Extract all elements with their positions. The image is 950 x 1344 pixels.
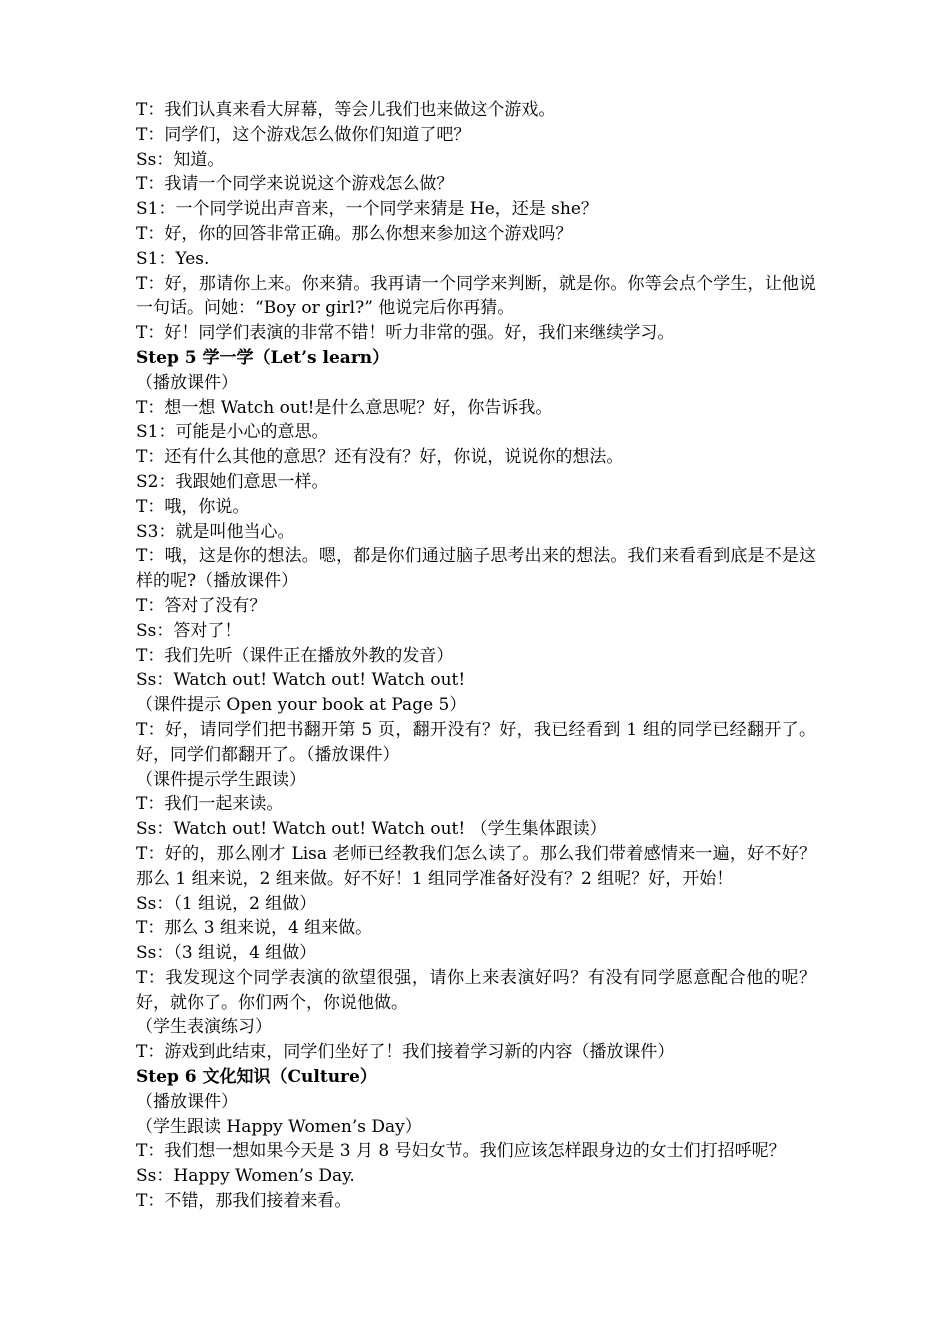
dialogue-line: T：我们想一想如果今天是 3 月 8 号妇女节。我们应该怎样跟身边的女士们打招呼呢？ bbox=[136, 1141, 786, 1162]
dialogue-line: Ss：Happy Women’s Day. bbox=[136, 1166, 355, 1187]
dialogue-line: （课件提示 Open your book at Page 5） bbox=[136, 695, 467, 716]
dialogue-line: T：我们先听（课件正在播放外教的发音） bbox=[136, 645, 454, 666]
dialogue-line: Ss：Watch out! Watch out! Watch out! bbox=[136, 670, 466, 691]
section-heading: Step 6 文化知识（Culture） bbox=[136, 1067, 377, 1088]
dialogue-line: S3：就是叫他当心。 bbox=[136, 521, 295, 542]
dialogue-line: T：答对了没有？ bbox=[136, 595, 267, 616]
dialogue-line: T：同学们，这个游戏怎么做你们知道了吧？ bbox=[136, 124, 471, 145]
dialogue-line: S1：一个同学说出声音来，一个同学来猜是 He，还是 she？ bbox=[136, 199, 598, 220]
dialogue-line: T：好！同学们表演的非常不错！听力非常的强。好，我们来继续学习。 bbox=[136, 323, 675, 344]
dialogue-line: （播放课件） bbox=[136, 1091, 238, 1112]
dialogue-line: Ss：Watch out! Watch out! Watch out! （学生集体跟读） bbox=[136, 819, 607, 840]
dialogue-line: S2：我跟她们意思一样。 bbox=[136, 471, 329, 492]
dialogue-line: T：还有什么其他的意思？还有没有？好，你说，说说你的想法。 bbox=[136, 447, 624, 468]
dialogue-line: Ss：知道。 bbox=[136, 149, 225, 170]
document-page bbox=[136, 98, 816, 1214]
dialogue-line: T：哦，你说。 bbox=[136, 496, 250, 517]
dialogue-line: S1：Yes. bbox=[136, 248, 210, 269]
dialogue-line: T：好，那请你上来。你来猜。我再请一个同学来判断，就是你。你等会点个学生，让他说一句话。问她：“Boy or girl?” 他说完后你再猜。 bbox=[136, 273, 816, 319]
dialogue-line: S1：可能是小心的意思。 bbox=[136, 422, 329, 443]
dialogue-line: T：哦，这是你的想法。嗯，都是你们通过脑子思考出来的想法。我们来看看到底是不是这样的呢?（播放课件） bbox=[136, 546, 816, 592]
dialogue-line: （课件提示学生跟读） bbox=[136, 769, 306, 790]
dialogue-line: T：我们一起来读。 bbox=[136, 794, 284, 815]
dialogue-line: （学生表演练习） bbox=[136, 1017, 272, 1038]
dialogue-line: Ss：（3 组说，4 组做） bbox=[136, 943, 317, 964]
dialogue-line: T：好的，那么刚才 Lisa 老师已经教我们怎么读了。那么我们带着感情来一遍，好不好？那么 1 组来说，2 组来做。好不好！1 组同学准备好没有？2 组呢？好，开始！ bbox=[136, 843, 816, 889]
section-heading: Step 5 学一学（Let’s learn） bbox=[136, 347, 390, 368]
dialogue-line: （播放课件） bbox=[136, 372, 238, 393]
dialogue-line: T：不错，那我们接着来看。 bbox=[136, 1191, 352, 1212]
dialogue-line: Ss：答对了！ bbox=[136, 620, 242, 641]
dialogue-line: Ss：（1 组说，2 组做） bbox=[136, 893, 317, 914]
dialogue-line: T：我发现这个同学表演的欲望很强，请你上来表演好吗？有没有同学愿意配合他的呢？好，就你了。你们两个，你说他做。 bbox=[136, 967, 816, 1013]
dialogue-line: T：想一想 Watch out!是什么意思呢？好，你告诉我。 bbox=[136, 397, 553, 418]
dialogue-line: T：我请一个同学来说说这个游戏怎么做？ bbox=[136, 174, 454, 195]
dialogue-line: T：好，请同学们把书翻开第 5 页，翻开没有？好，我已经看到 1 组的同学已经翻开了。好，同学们都翻开了。（播放课件） bbox=[136, 719, 816, 765]
dialogue-line: （学生跟读 Happy Women’s Day） bbox=[136, 1116, 422, 1137]
dialogue-line: T：好，你的回答非常正确。那么你想来参加这个游戏吗？ bbox=[136, 223, 573, 244]
dialogue-line: T：游戏到此结束，同学们坐好了！我们接着学习新的内容（播放课件） bbox=[136, 1042, 675, 1063]
dialogue-line: T：我们认真来看大屏幕，等会儿我们也来做这个游戏。 bbox=[136, 100, 556, 120]
dialogue-line: T：那么 3 组来说，4 组来做。 bbox=[136, 918, 373, 939]
